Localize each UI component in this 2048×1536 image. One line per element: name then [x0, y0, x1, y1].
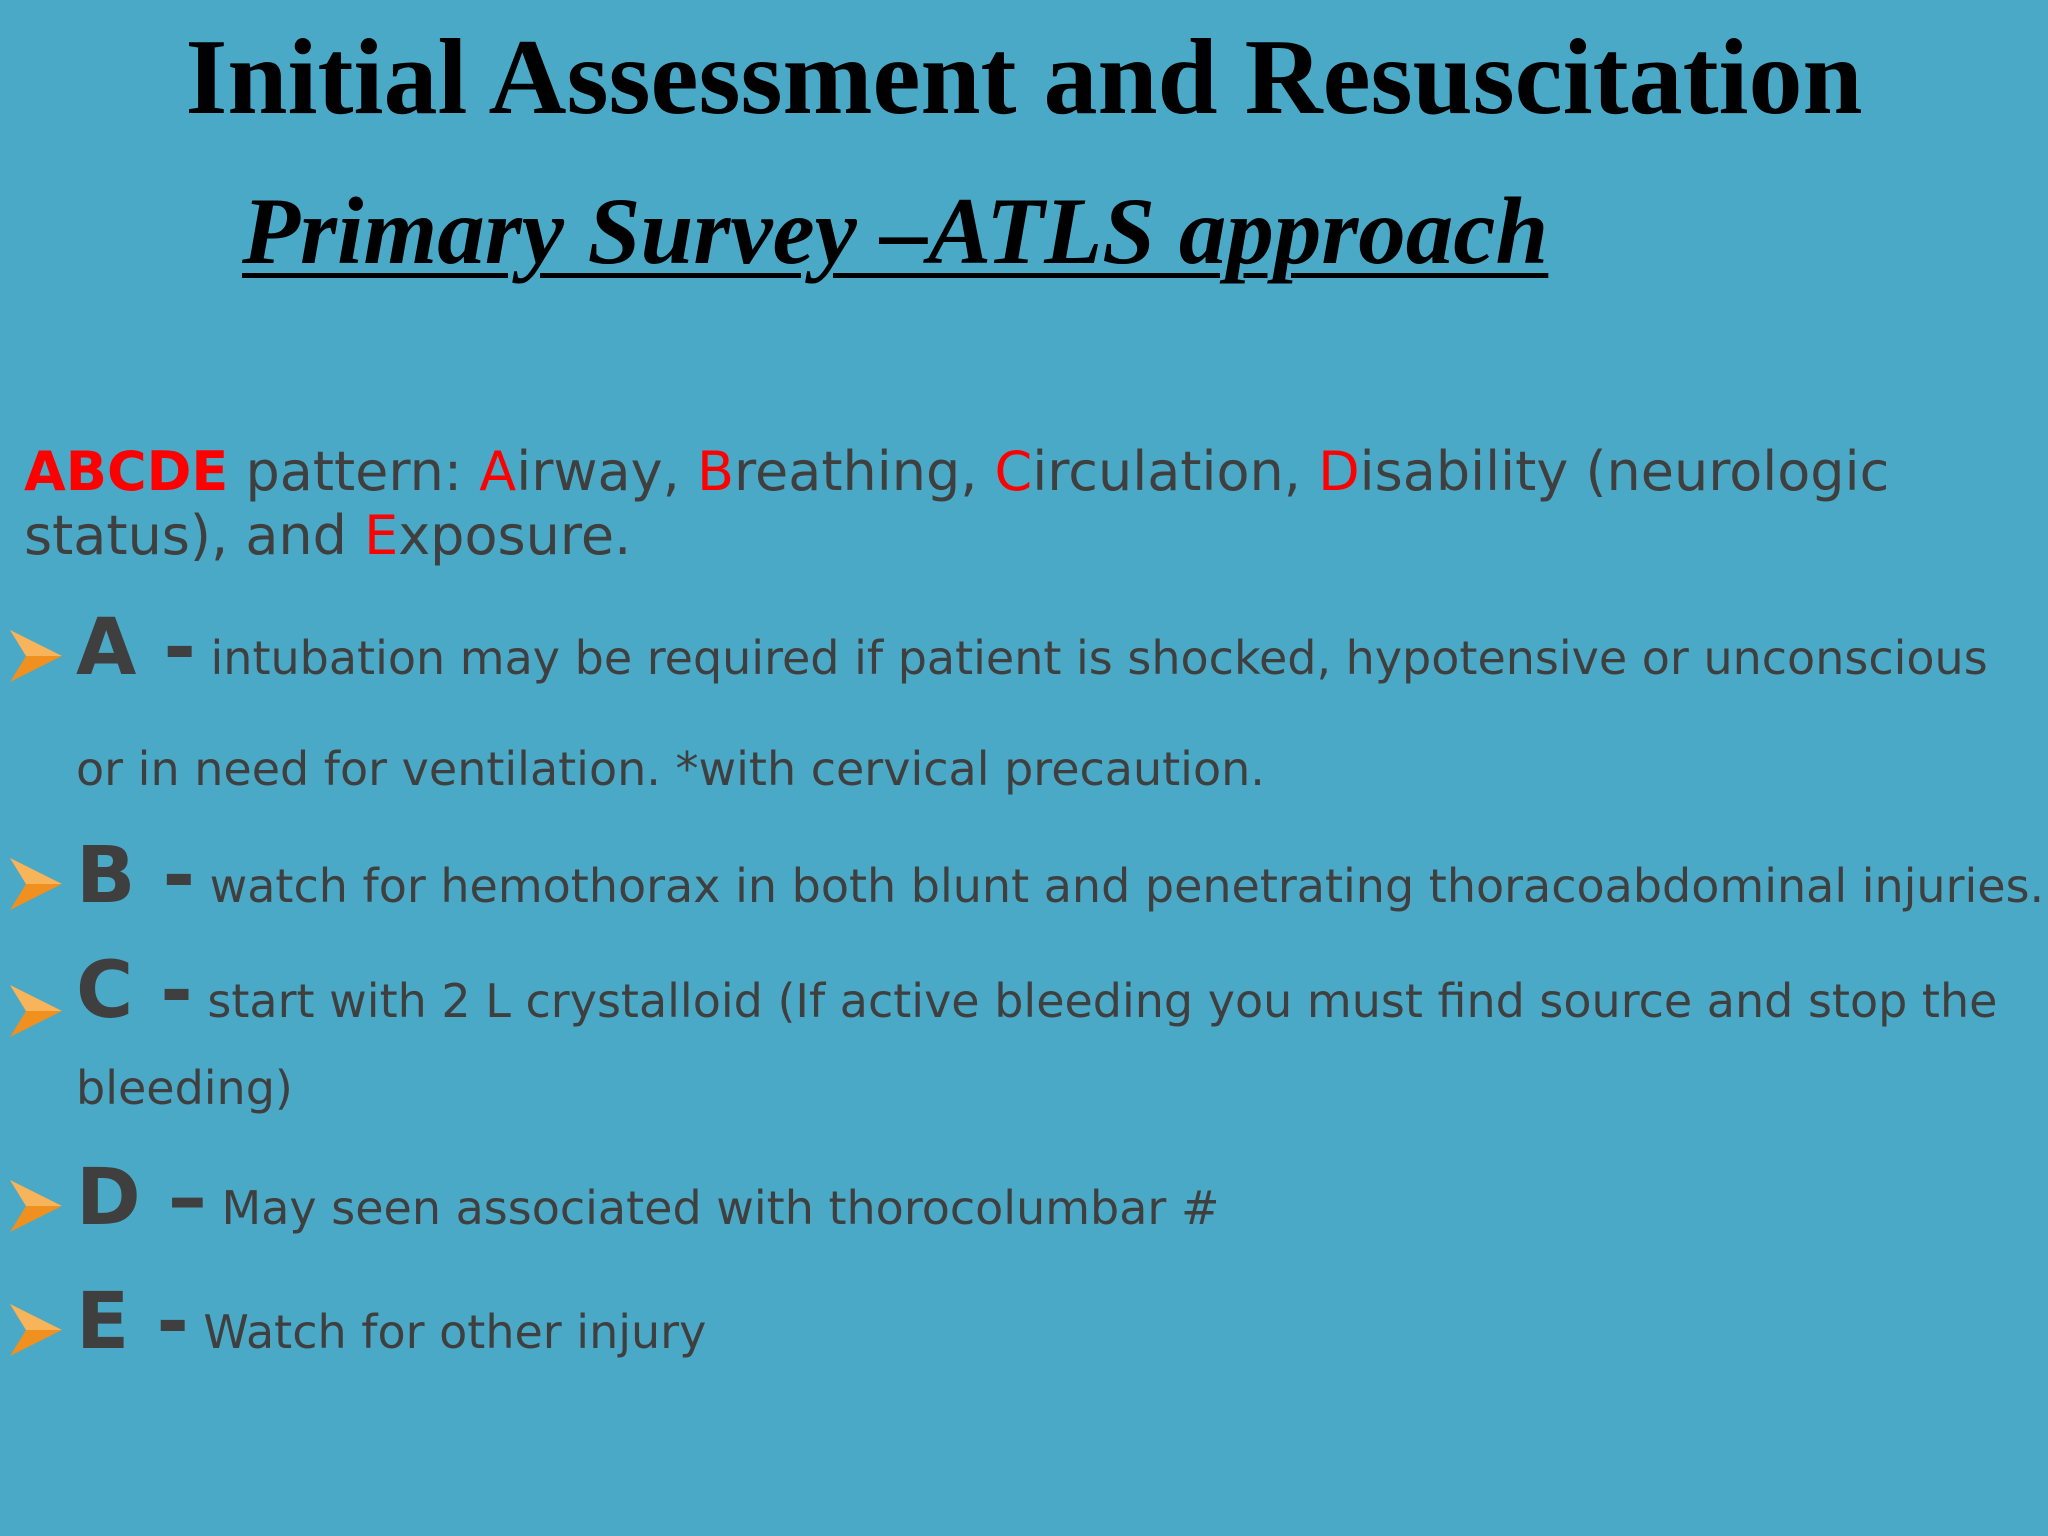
bullet-letter: A -	[76, 603, 196, 693]
bullet-text: May seen associated with thorocolumbar #	[206, 1181, 1220, 1235]
bullet-letter: E -	[76, 1277, 189, 1367]
intro-letter-d: D	[1318, 440, 1360, 503]
bullet-letter: C -	[76, 946, 193, 1036]
bullet-item-b	[8, 826, 2045, 947]
arrow-bullet-icon	[8, 983, 64, 1039]
arrow-bullet-icon	[8, 856, 64, 912]
slide-title: Initial Assessment and Resuscitation	[185, 18, 1863, 137]
intro-text: reathing,	[733, 440, 995, 503]
bullet-item-c	[8, 946, 2008, 1137]
bullet-item-d	[8, 1148, 1220, 1269]
slide-subtitle: Primary Survey –ATLS approach	[242, 178, 1549, 284]
intro-text: xposure.	[398, 504, 632, 567]
bullet-text: intubation may be required if patient is shocked, hypotensive or unconscious or in need for ventilation. *with cervical precaution.	[76, 631, 1988, 796]
intro-text: irculation,	[1032, 440, 1319, 503]
bullet-letter: B -	[76, 831, 195, 921]
bullet-body	[76, 826, 2044, 947]
intro-text: isability (neurologic status), and	[24, 440, 1890, 567]
intro-text: pattern:	[228, 440, 480, 503]
intro-letter-b: B	[696, 440, 734, 503]
bullet-text: start with 2 L crystalloid (If active bleeding you must find source and stop the bleeding)	[76, 974, 1998, 1115]
bullet-text: watch for hemothorax in both blunt and penetrating thoracoabdominal injuries.	[194, 859, 2045, 913]
bullet-item-e	[8, 1272, 706, 1393]
intro-lead: ABCDE	[24, 440, 229, 503]
bullet-text: Watch for other injury	[188, 1305, 707, 1359]
intro-letter-a: A	[479, 440, 517, 503]
intro-text: irway,	[516, 440, 697, 503]
bullet-body	[76, 946, 2006, 1137]
intro-paragraph	[24, 440, 2004, 568]
bullet-letter: D –	[76, 1153, 207, 1243]
bullet-item-a	[8, 598, 2028, 830]
intro-letter-c: C	[994, 440, 1033, 503]
arrow-bullet-icon	[8, 1302, 64, 1358]
intro-letter-e: E	[364, 504, 399, 567]
arrow-bullet-icon	[8, 1178, 64, 1234]
bullet-body	[76, 598, 2026, 830]
arrow-bullet-icon	[8, 628, 64, 684]
bullet-body	[76, 1148, 1220, 1269]
bullet-body	[76, 1272, 706, 1393]
